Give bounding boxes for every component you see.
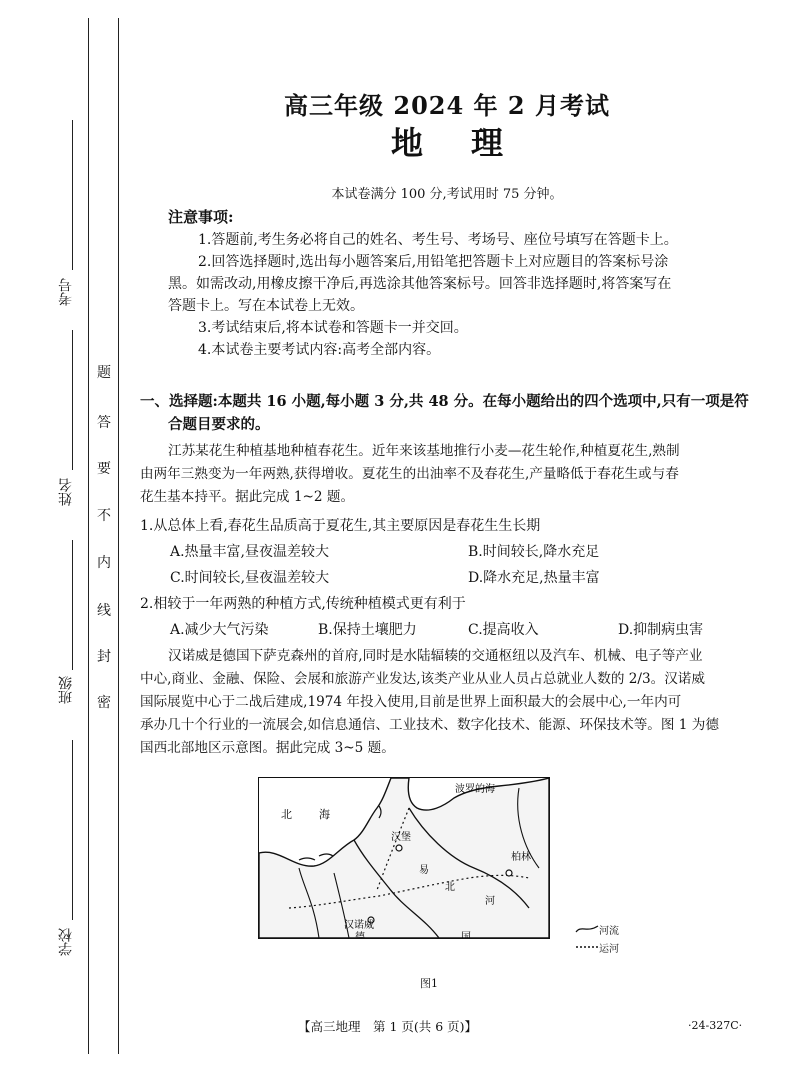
island (319, 854, 333, 856)
section-heading (140, 390, 760, 436)
coastline (259, 778, 549, 938)
section-heading-line: 合题目要求的。 (168, 416, 270, 433)
q1-option-a[interactable]: A.热量丰富,昼夜温差较大 (170, 544, 330, 560)
passage-line: 国西北部地区示意图。据此完成 3~5 题。 (140, 740, 395, 756)
germany-northwest-map (258, 777, 550, 939)
map-label: 海 (319, 808, 330, 821)
school-label: 学校 (58, 928, 74, 956)
legend-river (575, 920, 635, 938)
q2-option-c[interactable]: C.提高收入 (468, 622, 539, 638)
passage-line: 汉诺威是德国下萨克森州的首府,同时是水陆辐辏的交通枢纽以及汽车、机械、电子等产业 (168, 648, 703, 664)
section-heading-line: 一、选择题:本题共 16 小题,每小题 3 分,共 48 分。在每小题给出的四个选项中,只有一项是符 (140, 393, 749, 410)
city-marker-hamburg (396, 845, 402, 851)
map-label: 汉诺威 (344, 920, 374, 931)
map-label: 河 (485, 896, 495, 907)
instructions-list (168, 229, 728, 361)
question-1-stem: 1.从总体上看,春花生品质高于夏花生,其主要原因是春花生生长期 (140, 518, 541, 534)
city-marker-berlin (506, 870, 512, 876)
seal-char: 密 (97, 695, 111, 711)
seal-char: 线 (97, 603, 111, 619)
map-label: 柏林 (511, 852, 531, 863)
exam-title: 高三年级 2024 年 2 月考试 (284, 91, 610, 120)
legend-river-label: 河流 (599, 925, 619, 937)
name-blank[interactable] (72, 330, 73, 470)
instruction-item: 黑。如需改动,用橡皮擦干净后,再选涂其他答案标号。回答非选择题时,将答案写在 (168, 276, 672, 292)
map-label: 易 (419, 865, 429, 876)
class-blank[interactable] (72, 540, 73, 670)
q2-option-d[interactable]: D.抑制病虫害 (618, 622, 704, 638)
question-2-stem: 2.相较于一年两熟的种植方式,传统种植模式更有利于 (140, 596, 466, 612)
instruction-item: 2.回答选择题时,选出每小题答案后,用铅笔把答题卡上对应题目的答案标号涂 (198, 254, 669, 270)
legend-canal-label: 运河 (599, 943, 619, 955)
passage-line: 花生基本持平。据此完成 1~2 题。 (140, 489, 355, 505)
seal-char: 内 (97, 555, 111, 571)
binding-line-outer (88, 18, 89, 1054)
seal-char: 答 (97, 415, 111, 431)
exam-number-blank[interactable] (72, 120, 73, 270)
seal-char: 封 (97, 649, 111, 665)
instructions-heading: 注意事项: (168, 208, 234, 226)
seal-char: 不 (97, 508, 111, 524)
school-blank[interactable] (72, 740, 73, 920)
passage-line: 承办几十个行业的一流展会,如信息通信、工业技术、数字化技术、能源、环保技术等。图 1 为德 (140, 717, 719, 733)
page-footer: 【高三地理 第 1 页(共 6 页)】 (298, 1019, 478, 1034)
passage-line: 由两年三熟变为一年两熟,获得增收。夏花生的出油率不及春花生,产量略低于春花生或与春 (140, 466, 679, 482)
passage-hannover (140, 645, 765, 760)
river-symbol (575, 924, 599, 934)
map-label: 波罗的海 (455, 784, 495, 795)
name-label: 姓名 (58, 478, 74, 506)
map-legend (575, 920, 635, 956)
map-label: 汉堡 (391, 832, 411, 843)
passage-line: 中心,商业、金融、保险、会展和旅游产业发达,该类产业从业人员占总就业人数的 2/3。汉诺威 (140, 671, 705, 687)
map-label: 北 (281, 808, 292, 821)
map-label: 国 (461, 932, 471, 938)
map-drawing (259, 778, 549, 938)
map-label: 北 (445, 882, 455, 893)
binding-line-inner (118, 18, 119, 1054)
instruction-item: 1.答题前,考生务必将自己的姓名、考生号、考场号、座位号填写在答题卡上。 (198, 232, 678, 248)
seal-char: 题 (97, 365, 111, 381)
map-label: 德 (355, 932, 365, 938)
island (299, 858, 315, 860)
instruction-item: 4.本试卷主要考试内容:高考全部内容。 (198, 342, 441, 358)
figure-caption: 图1 (420, 977, 438, 990)
class-label: 班级 (58, 676, 74, 704)
subject-title: 地理 (390, 124, 551, 162)
passage-line: 国际展览中心于二战后建成,1974 年投入使用,目前是世界上面积最大的会展中心,一年内可 (140, 694, 682, 710)
instruction-item: 3.考试结束后,将本试卷和答题卡一并交回。 (198, 320, 468, 336)
passage-line: 江苏某花生种植基地种植春花生。近年来该基地推行小麦—花生轮作,种植夏花生,熟制 (168, 443, 680, 459)
exam-note: 本试卷满分 100 分,考试用时 75 分钟。 (331, 187, 563, 202)
canal-symbol (575, 942, 599, 952)
legend-canal (575, 938, 635, 956)
seal-char: 要 (97, 461, 111, 477)
q1-option-c[interactable]: C.时间较长,昼夜温差较大 (170, 570, 330, 586)
paper-code: ·24-327C· (688, 1019, 743, 1032)
q1-option-b[interactable]: B.时间较长,降水充足 (468, 544, 600, 560)
exam-number-label: 考号 (58, 278, 74, 306)
passage-peanut (140, 440, 765, 509)
q1-option-d[interactable]: D.降水充足,热量丰富 (468, 570, 600, 586)
q2-option-b[interactable]: B.保持土壤肥力 (318, 622, 417, 638)
instruction-item: 答题卡上。写在本试卷上无效。 (168, 298, 364, 314)
q2-option-a[interactable]: A.减少大气污染 (170, 622, 269, 638)
